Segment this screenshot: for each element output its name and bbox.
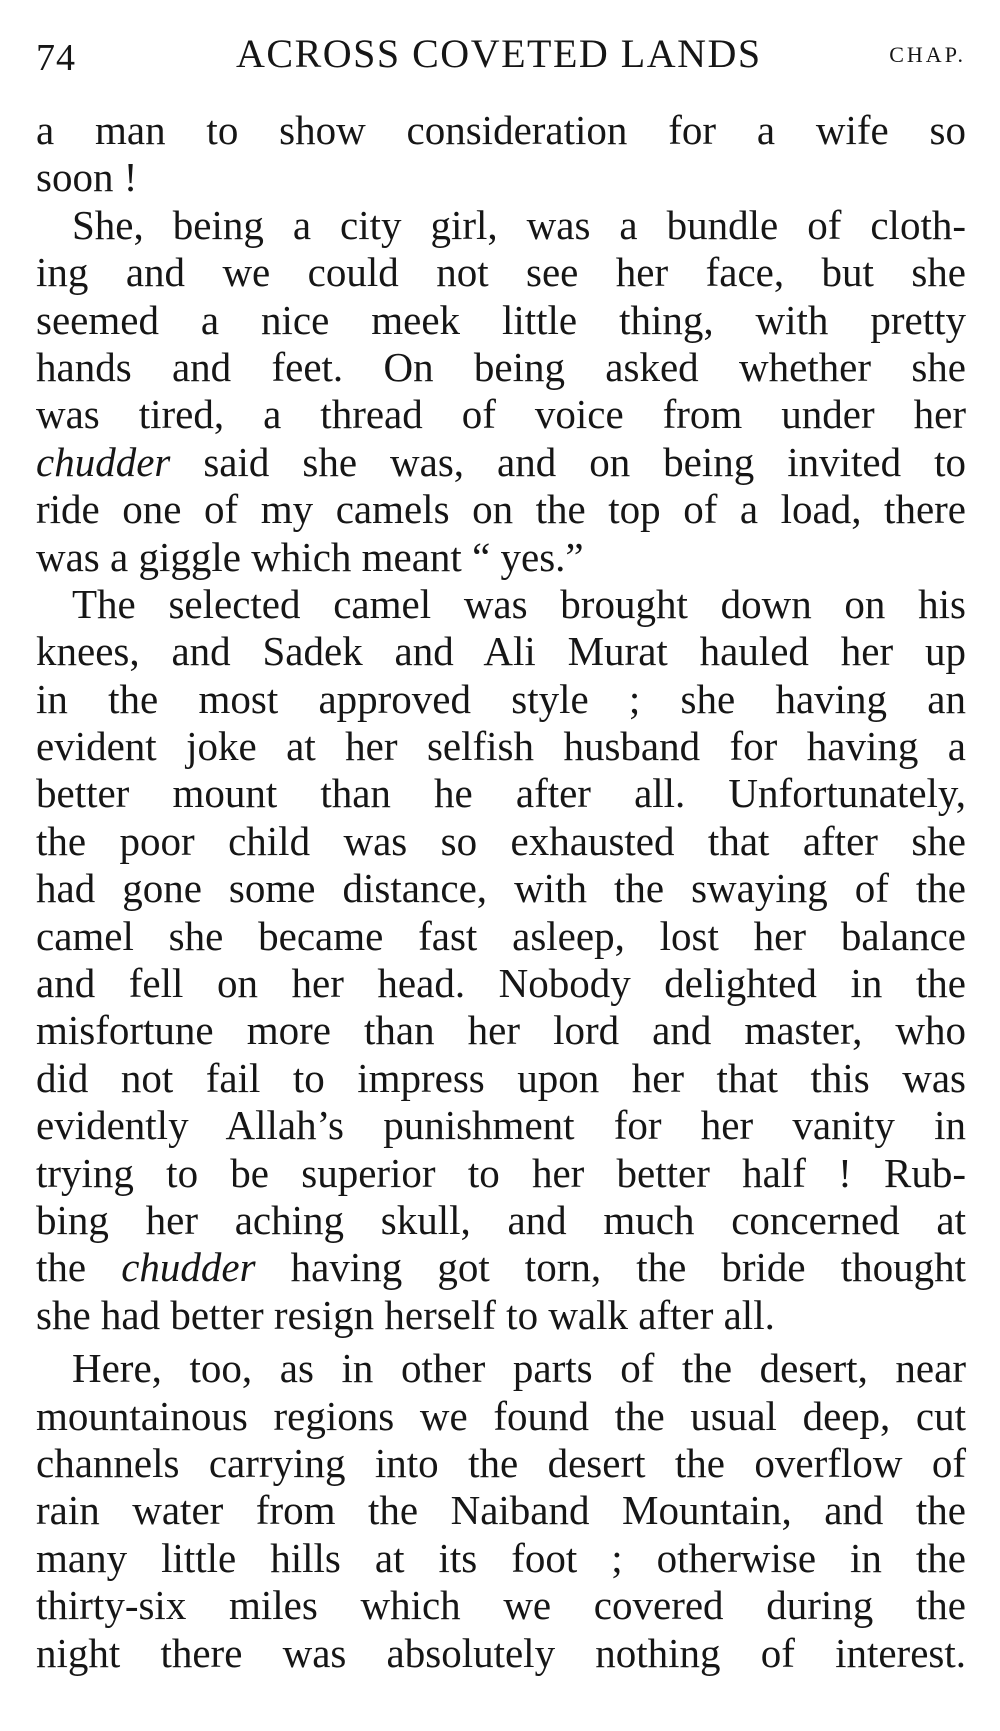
text-line: channels carrying into the desert the overflow of [36, 1439, 966, 1486]
text-line: better mount than he after all. Unfortunately, [36, 770, 966, 817]
text-line: chudder said she was, and on being invited to [36, 438, 966, 485]
text-line: misfortune more than her lord and master, who [36, 1007, 966, 1054]
text-line: camel she became fast asleep, lost her balance [36, 912, 966, 959]
text-line: trying to be superior to her better half ! Rub- [36, 1149, 966, 1196]
text-line: The selected camel was brought down on his [72, 580, 966, 627]
page-number: 74 [36, 37, 76, 79]
text-line: Here, too, as in other parts of the desert, near [72, 1345, 966, 1392]
text-line: a man to show consideration for a wife so [36, 107, 966, 153]
paragraph [36, 581, 966, 1339]
text-line: did not fail to impress upon her that this was [36, 1054, 966, 1101]
chapter-label: CHAP. [889, 42, 966, 67]
text-line: in the most approved style ; she having an [36, 675, 966, 722]
text-line: the chudder having got torn, the bride thought [36, 1244, 966, 1291]
text-line: she had better resign herself to walk after all. [36, 1291, 775, 1338]
paragraph [36, 1345, 966, 1677]
body-text [36, 107, 966, 1677]
text-line: was a giggle which meant “ yes.” [36, 533, 584, 580]
text-line: rain water from the Naiband Mountain, and the [36, 1487, 966, 1534]
italic-word: chudder [36, 438, 171, 485]
text-line: ing and we could not see her face, but she [36, 249, 966, 296]
text-line: ride one of my camels on the top of a load, there [36, 486, 966, 533]
text-line: mountainous regions we found the usual deep, cut [36, 1392, 966, 1439]
text-line: evident joke at her selfish husband for having a [36, 723, 966, 770]
italic-word: chudder [121, 1244, 256, 1291]
text-line: She, being a city girl, was a bundle of cloth- [72, 201, 966, 248]
text-line: was tired, a thread of voice from under her [36, 391, 966, 438]
text-line: and fell on her head. Nobody delighted in the [36, 960, 966, 1007]
text-line: seemed a nice meek little thing, with pretty [36, 296, 966, 343]
paragraph [36, 107, 966, 202]
text-line: night there was absolutely nothing of interest. [36, 1629, 966, 1676]
running-header [36, 24, 966, 84]
paragraph [36, 202, 966, 581]
text-line: soon ! [36, 154, 138, 201]
text-line: bing her aching skull, and much concerned at [36, 1196, 966, 1243]
text-line: the poor child was so exhausted that after she [36, 817, 966, 864]
text-line: thirty-six miles which we covered during the [36, 1582, 966, 1629]
text-line: hands and feet. On being asked whether she [36, 343, 966, 390]
text-line: knees, and Sadek and Ali Murat hauled her up [36, 628, 966, 675]
text-line: had gone some distance, with the swaying of the [36, 865, 966, 912]
text-line: many little hills at its foot ; otherwise in the [36, 1534, 966, 1581]
running-title: ACROSS COVETED LANDS [236, 31, 762, 76]
text-line: evidently Allah’s punishment for her vanity in [36, 1102, 966, 1149]
